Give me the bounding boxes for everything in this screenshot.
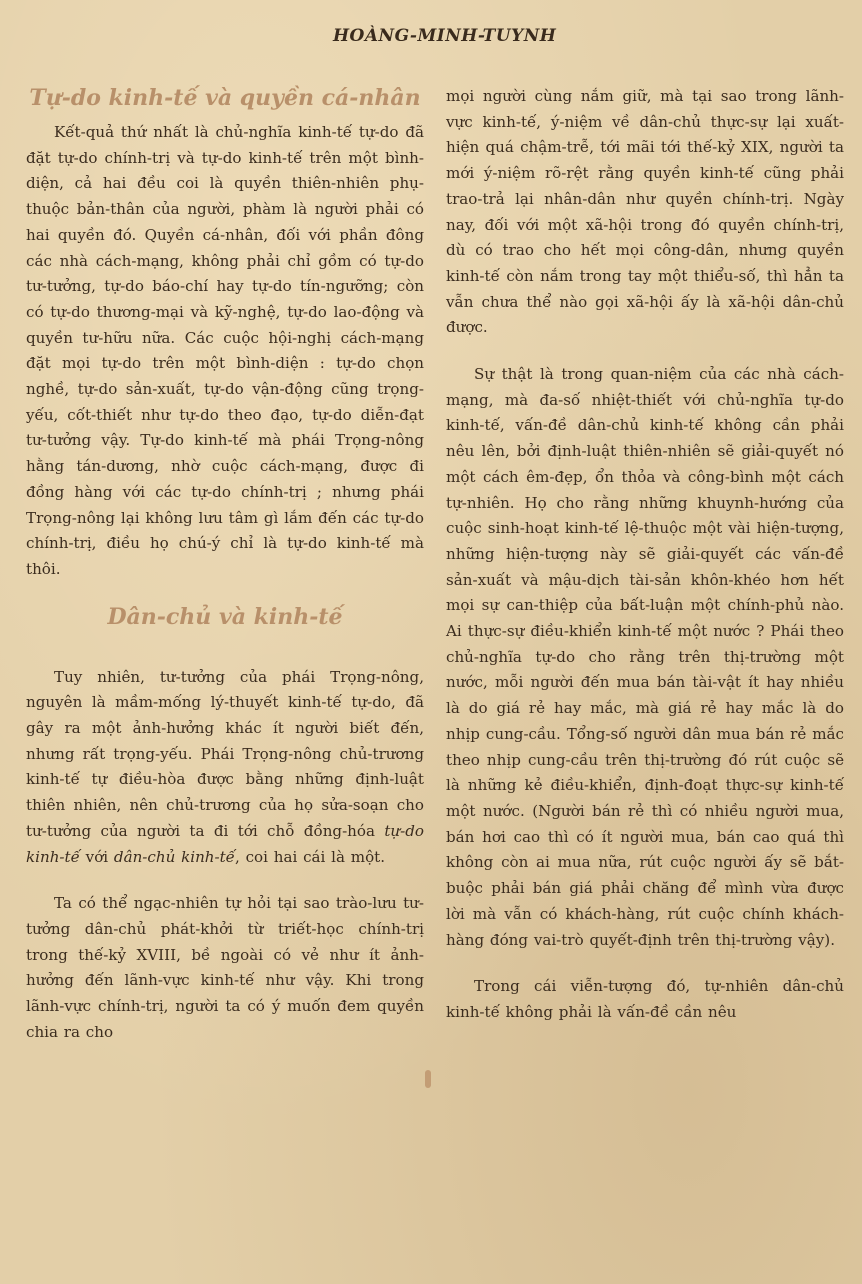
running-head: HOÀNG-MINH-TUYNH: [333, 26, 557, 46]
paragraph: Kết-quả thứ nhất là chủ-nghĩa kinh-tế tự-do đã đặt tự-do chính-trị và tự-do kinh-tế trên một bình-diện, cả hai đều coi là quyền thiên-nhiên phụ-thuộc bản-thân của người, phàm là người phải có hai quyền đó. Quyền cá-nhân, đối với phần đông các nhà cách-mạng, không phải chỉ gồm có tự-do tư-tưởng, tự-do báo-chí hay tự-do tín-ngưỡng; còn có tự-do thương-mại và kỹ-nghệ, tự-do lao-động và quyền tư-hữu nữa. Các cuộc hội-nghị cách-mạng đặt mọi tự-do trên một bình-diện : tự-do chọn nghề, tự-do sản-xuất, tự-do vận-động cũng trọng-yếu, cốt-thiết như tự-do theo đạo, tự-do diễn-đạt tư-tưởng vậy. Tự-do kinh-tế mà phái Trọng-nông hằng tán-dương, nhờ cuộc cách-mạng, được đi đồng hàng với các tự-do chính-trị ; nhưng phái Trọng-nông lại không lưu tâm gì lắm đến các tự-do chính-trị, điều họ chú-ý chỉ là tự-do kinh-tế mà thôi.: [26, 123, 424, 578]
paragraph-text: , coi hai cái là một.: [234, 847, 386, 866]
italic-term: dân-chủ kinh-tế: [113, 847, 235, 866]
italic-term: tự-do kinh-tế: [26, 821, 424, 866]
paragraph: [26, 665, 424, 871]
paragraph: Sự thật là trong quan-niệm của các nhà cách-mạng, mà đa-số nhiệt-thiết với chủ-nghĩa tự-do kinh-tế, vấn-đề dân-chủ kinh-tế không cần phải nêu lên, bởi định-luật thiên-nhiên sẽ giải-quyết nó một cách êm-đẹp, ổn thỏa và công-bình một cách tự-nhiên. Họ cho rằng những khuynh-hướng của cuộc sinh-hoạt kinh-tế lệ-thuộc một vài hiện-tượng, những hiện-tượng này sẽ giải-quyết các vấn-đề sản-xuất và mậu-dịch tài-sản khôn-khéo hơn hết mọi sự can-thiệp của bất-luận một chính-phủ nào. Ai thực-sự điều-khiển kinh-tế một nước ? Phái theo chủ-nghĩa tự-do cho rằng trên thị-trường một nước, mỗi người đến mua bán tài-vật ít hay nhiều là do giá rẻ hay mắc, mà giá rẻ hay mắc là do nhịp cung-cầu. Tổng-số người dân mua bán rẻ mắc theo nhịp cung-cầu trên thị-trường đó rút cuộc sẽ là những kẻ điều-khiển, định-đoạt thực-sự kinh-tế một nước. (Người bán rẻ thì có nhiều người mua, bán hơi cao thì có ít người mua, bán cao quá thì không còn ai mua nữa, rút cuộc người ấy sẽ bắt-buộc phải bán giá phải chăng để mình vừa được lời mà vẫn có khách-hàng, rút cuộc chính khách-hàng đóng vai-trò quyết-định trên thị-trường vậy).: [446, 365, 844, 949]
paragraph: Ta có thể ngạc-nhiên tự hỏi tại sao trào-lưu tư-tưởng dân-chủ phát-khởi từ triết-học chính-trị trong thế-kỷ XVIII, bề ngoài có vẻ như ít ảnh-hưởng đến lãnh-vực kinh-tế như vậy. Khi trong lãnh-vực chính-trị, người ta có ý muốn đem quyền chia ra cho: [26, 894, 424, 1041]
paragraph: Trong cái viễn-tượng đó, tự-nhiên dân-chủ kinh-tế không phải là vấn-đề cần nêu: [446, 977, 844, 1021]
ink-smudge: [425, 1070, 431, 1088]
right-column: [446, 84, 844, 1026]
section-heading-individual-rights: Tự-do kinh-tế và quyền cá-nhân: [29, 85, 421, 111]
paragraph-text: với: [79, 847, 114, 866]
left-column: [26, 84, 424, 1046]
section-heading-democracy-economy: Dân-chủ và kinh-tế: [107, 603, 343, 630]
paragraph: mọi người cùng nắm giữ, mà tại sao trong lãnh-vực kinh-tế, ý-niệm về dân-chủ thực-sự lại xuất-hiện quá chậm-trễ, tới mãi tới thế-kỷ XIX, người ta mới ý-niệm rõ-rệt rằng quyền kinh-tế cũng phải trao-trả lại nhân-dân như quyền chính-trị. Ngày nay, đối với một xã-hội trong đó quyền chính-trị, dù có trao cho hết mọi công-dân, nhưng quyền kinh-tế còn nắm trong tay một thiểu-số, thì hẳn ta vẫn chưa thể nào gọi xã-hội ấy là xã-hội dân-chủ được.: [446, 87, 844, 337]
paragraph-text: Tuy nhiên, tư-tưởng của phái Trọng-nông, nguyên là mầm-mống lý-thuyết kinh-tế tự-do, đã gây ra một ảnh-hưởng khác ít người biết đến, nhưng rất trọng-yếu. Phái Trọng-nông chủ-trương kinh-tế tự điều-hòa được bằng những định-luật thiên nhiên, nên chủ-trương của họ sửa-soạn cho tư-tưởng của người ta đi tới chỗ đồng-hóa: [26, 667, 424, 840]
